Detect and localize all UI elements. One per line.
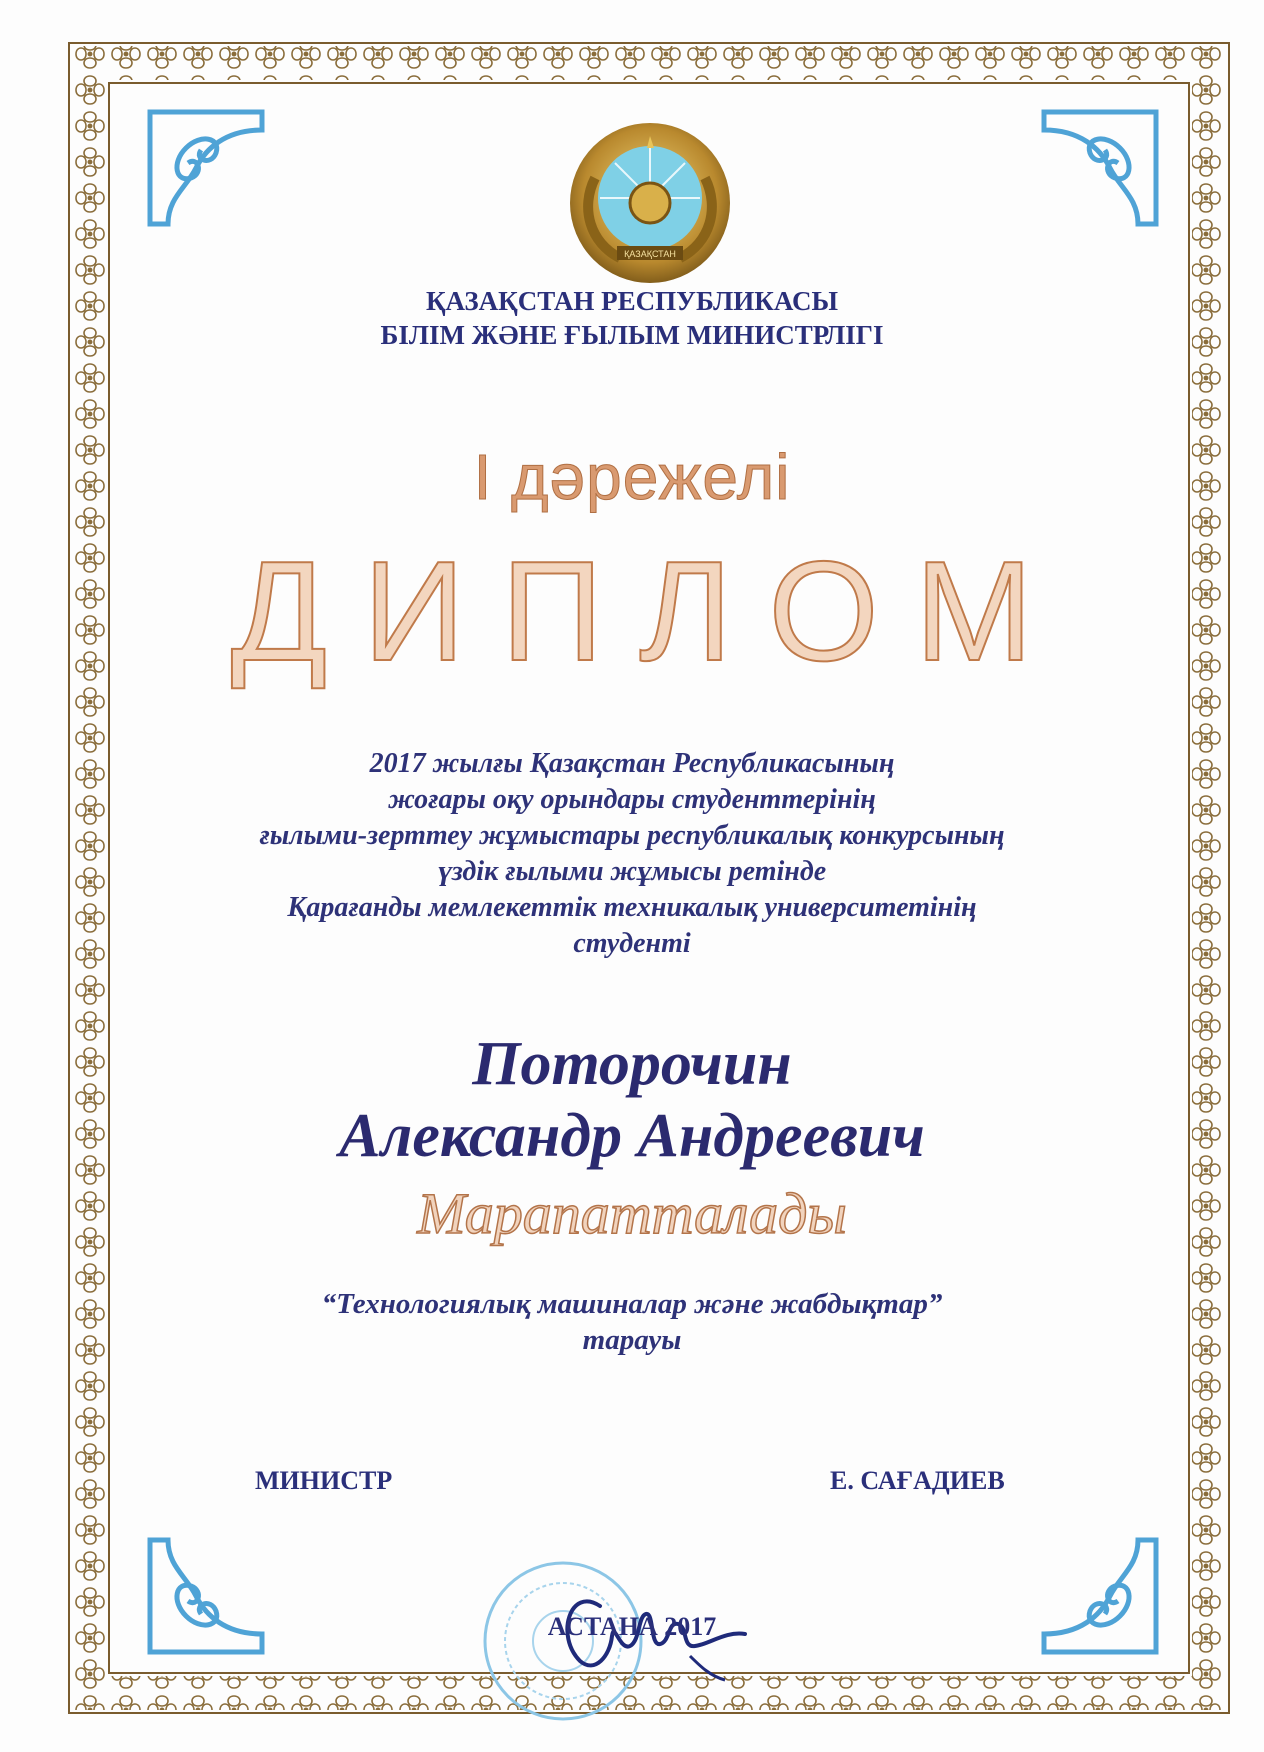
corner-ornament-top-right — [1040, 108, 1160, 228]
description-line-5: Қарағанды мемлекеттік техникалық университетінің — [287, 892, 977, 923]
description-line-1: 2017 жылғы Қазақстан Республикасының — [369, 748, 895, 779]
award-description — [0, 746, 1264, 962]
ministry-line-2: БІЛІМ ЖӘНЕ ҒЫЛЫМ МИНИСТРЛІГІ — [380, 320, 884, 350]
diplom-title: ДИПЛОМ — [230, 532, 1070, 691]
recipient-surname: Поторочин — [472, 1030, 792, 1098]
section-name — [0, 1286, 1264, 1358]
ministry-title — [0, 284, 1264, 352]
ministry-line-1: ҚАЗАҚСТАН РЕСПУБЛИКАСЫ — [425, 286, 838, 316]
description-line-3: ғылыми-зерттеу жұмыстары республикалық конкурсының — [259, 820, 1005, 851]
recipient-given-names: Александр Андреевич — [339, 1102, 925, 1170]
description-line-6: студенті — [573, 928, 691, 959]
recipient-name — [0, 1028, 1264, 1172]
section-line-2: тарауы — [582, 1324, 682, 1356]
section-line-1: “Технологиялық машиналар және жабдықтар” — [321, 1288, 943, 1320]
signatory-name: Е. САҒАДИЕВ — [830, 1466, 1005, 1495]
description-line-4: үздік ғылыми жұмысы ретінде — [437, 856, 827, 887]
corner-ornament-top-left — [146, 108, 266, 228]
place-and-year: АСТАНА 2017 — [547, 1612, 717, 1641]
state-emblem-icon — [565, 118, 735, 288]
description-line-2: жоғары оқу орындары студенттерінің — [388, 784, 876, 815]
emblem-caption: ҚАЗАҚСТАН — [624, 249, 676, 259]
degree-title: I дәрежелі — [473, 441, 791, 513]
signatory-role: МИНИСТР — [255, 1466, 393, 1495]
awarded-label: Марапатталады — [417, 1181, 847, 1246]
